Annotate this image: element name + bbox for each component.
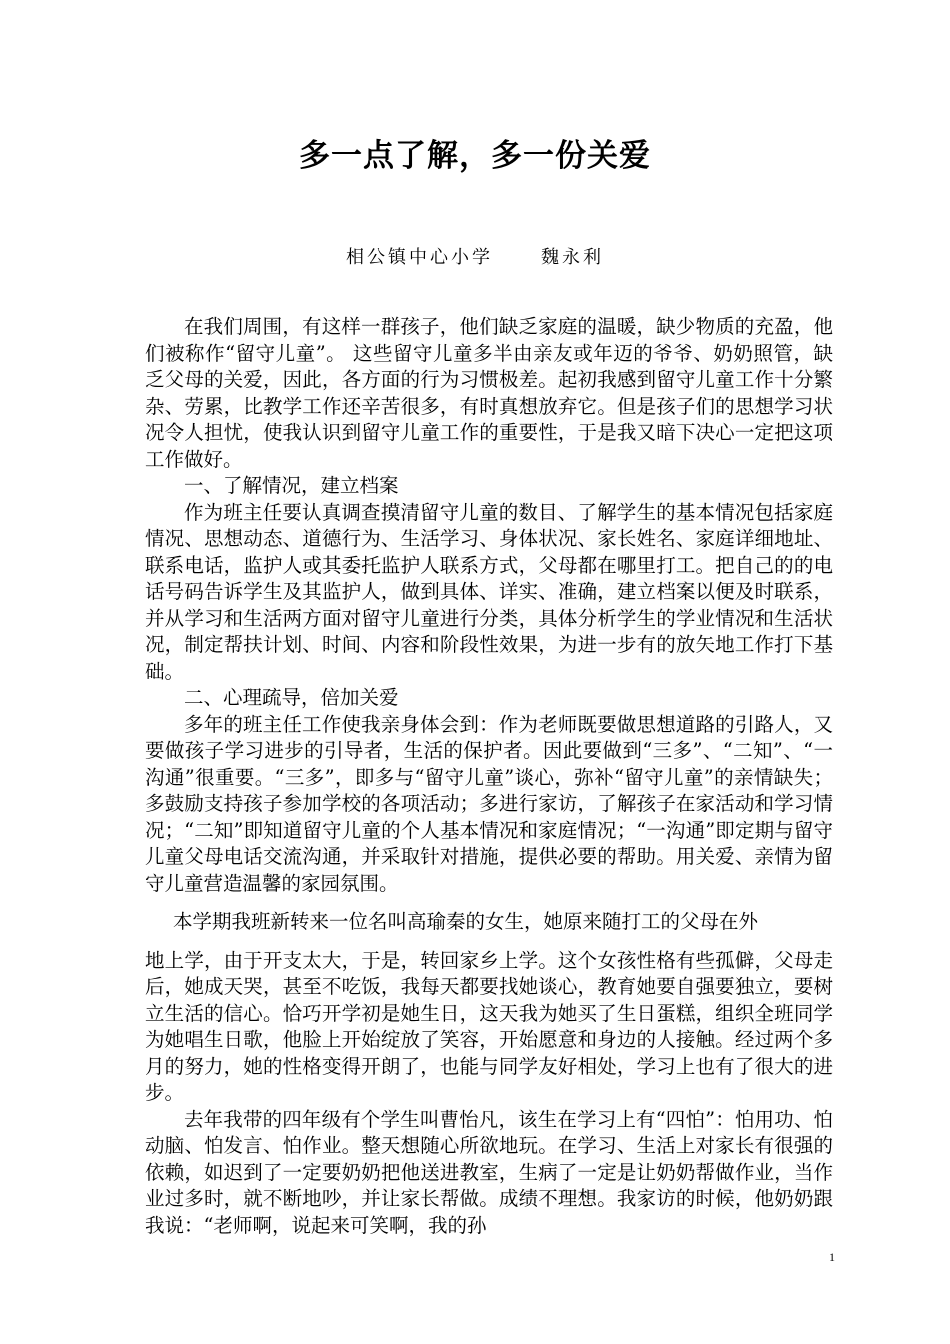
paragraph-case-1-cont: 地上学，由于开支太大，于是，转回家乡上学。这个女孩性格有些孤僻，父母走后，她成天哭，甚至不吃饭，我每天都要找她谈心，教育她要自强要独立，要树立生活的信心。恰巧开学初是她生日，这天我为她买了生日蛋糕，组织全班同学为她唱生日歌，他脸上开始绽放了笑容，开始愿意和身边的人接触。经过两个多月的努力，她的性格变得开朗了，也能与同学友好相处，学习上也有了很大的进步。 bbox=[145, 948, 833, 1104]
section-heading-2: 二、心理疏导，倍加关爱 bbox=[184, 686, 399, 709]
paragraph-section-1: 作为班主任要认真调查摸清留守儿童的数目、了解学生的基本情况包括家庭情况、思想动态、道德行为、生活学习、身体状况、家长姓名、家庭详细地址、联系电话，监护人或其委托监护人联系方式，父母都在哪里打工。把自己的的电话号码告诉学生及其监护人，做到具体、详实、准确，建立档案以便及时联系，并从学习和生活两方面对留守儿童进行分类，具体分析学生的学业情况和生活状况，制定帮扶计划、时间、内容和阶段性效果，为进一步有的放矢地工作打下基础。 bbox=[145, 500, 833, 683]
paragraph-intro: 在我们周围，有这样一群孩子，他们缺乏家庭的温暖，缺少物质的充盈，他们被称作“留守儿童”。 这些留守儿童多半由亲友或年迈的爷爷、奶奶照管，缺乏父母的关爱，因此，各方面的行为习惯极差。起初我感到留守儿童工作十分繁杂、劳累，比教学工作还辛苦很多，有时真想放弃它。但是孩子们的思想学习状况令人担忧，使我认识到留守儿童工作的重要性，于是我又暗下决心一定把这项工作做好。 bbox=[145, 315, 833, 471]
author-name: 魏永利 bbox=[541, 247, 604, 268]
paragraph-case-2: 去年我带的四年级有个学生叫曹怡凡，该生在学习上有“四怕”：怕用功、怕动脑、怕发言、怕作业。整天想随心所欲地玩。在学习、生活上对家长有很强的依赖，如迟到了一定要奶奶把他送进教室，生病了一定是让奶奶帮做作业，当作业过多时，就不断地吵，并让家长帮做。成绩不理想。我家访的时候，他奶奶跟我说：“老师啊，说起来可笑啊，我的孙 bbox=[145, 1107, 833, 1237]
page-number: 1 bbox=[829, 1250, 835, 1264]
school-name: 相公镇中心小学 bbox=[346, 247, 493, 268]
section-heading-1: 一、了解情况，建立档案 bbox=[184, 474, 399, 497]
document-title: 多一点了解，多一份关爱 bbox=[299, 138, 651, 174]
document-body bbox=[145, 314, 833, 1239]
paragraph-section-2: 多年的班主任工作使我亲身体会到：作为老师既要做思想道路的引路人，又要做孩子学习进步的引导者，生活的保护者。因此要做到“三多”、“二知”、“一沟通”很重要。“三多”，即多与“留守儿童”谈心，弥补“留守儿童”的亲情缺失；多鼓励支持孩子参加学校的各项活动；多进行家访，了解孩子在家活动和学习情况；“二知”即知道留守儿童的个人基本情况和家庭情况；“一沟通”即定期与留守儿童父母电话交流沟通，并采取针对措施，提供必要的帮助。用关爱、亲情为留守儿童营造温馨的家园氛围。 bbox=[145, 712, 833, 895]
paragraph-case-1-start: 本学期我班新转来一位名叫高瑜秦的女生，她原来随打工的父母在外 bbox=[173, 910, 759, 933]
byline bbox=[0, 243, 950, 269]
